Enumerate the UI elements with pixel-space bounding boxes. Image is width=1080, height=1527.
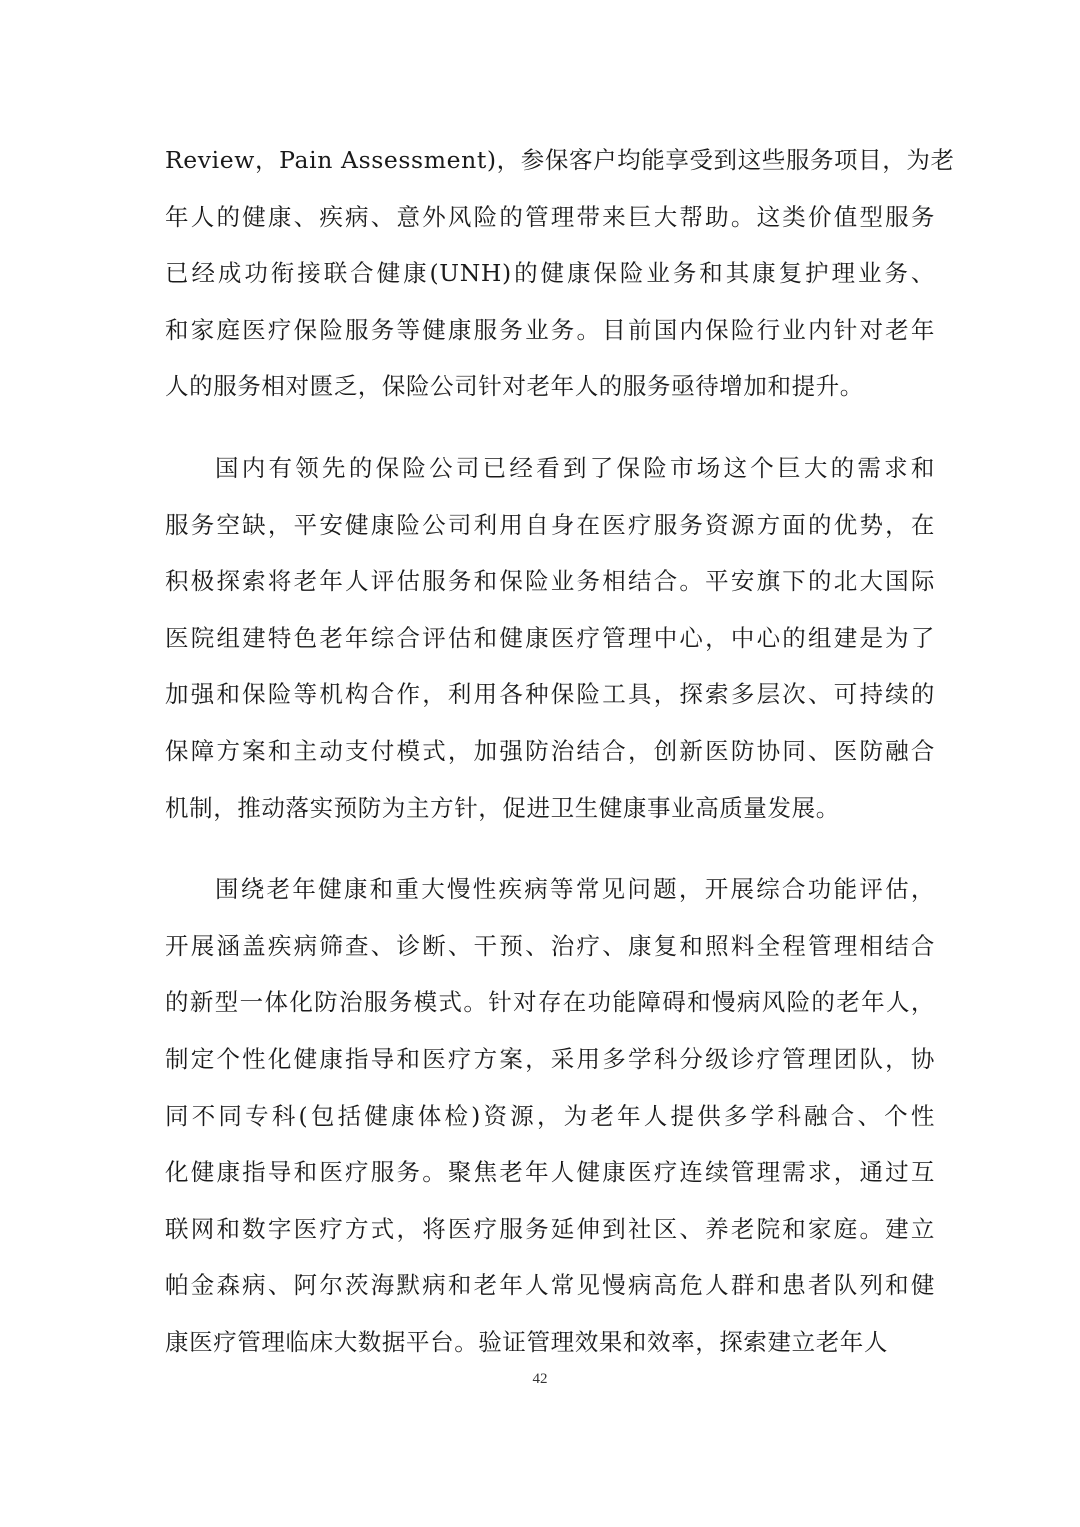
text-line: 年人的健康、疾病、意外风险的管理带来巨大帮助。这类价值型服务 [165,202,935,231]
text-line: 开展涵盖疾病筛查、诊断、干预、治疗、康复和照料全程管理相结合 [165,931,935,960]
text-line: 和家庭医疗保险服务等健康服务业务。目前国内保险行业内针对老年 [165,315,935,344]
paragraph-3 [165,861,935,1370]
body-text [165,132,955,1395]
text-line: 服务空缺，平安健康险公司利用自身在医疗服务资源方面的优势，在 [165,510,935,539]
text-line: 化健康指导和医疗服务。聚焦老年人健康医疗连续管理需求，通过互 [165,1158,935,1187]
text-line: 帕金森病、阿尔茨海默病和老年人常见慢病高危人群和患者队列和健 [165,1271,935,1300]
paragraph-1 [165,132,955,415]
text-line: 机制，推动落实预防为主方针，促进卫生健康事业高质量发展。 [165,793,840,822]
text-line: 加强和保险等机构合作，利用各种保险工具，探索多层次、可持续的 [165,680,935,709]
text-line: 围绕老年健康和重大慢性疾病等常见问题，开展综合功能评估， [215,875,935,904]
page-number: 42 [532,1371,548,1387]
text-line: 康医疗管理临床大数据平台。验证管理效果和效率，探索建立老年人 [165,1327,888,1356]
text-line: 人的服务相对匮乏，保险公司针对老年人的服务亟待增加和提升。 [165,372,864,401]
text-line: 医院组建特色老年综合评估和健康医疗管理中心，中心的组建是为了 [165,623,935,652]
text-line: 制定个性化健康指导和医疗方案，采用多学科分级诊疗管理团队，协 [165,1044,935,1073]
text-line: 的新型一体化防治服务模式。针对存在功能障碍和慢病风险的老年人， [165,988,935,1017]
text-line: 积极探索将老年人评估服务和保险业务相结合。平安旗下的北大国际 [165,567,935,596]
text-line: 联网和数字医疗方式，将医疗服务延伸到社区、养老院和家庭。建立 [165,1214,935,1243]
text-line: 国内有领先的保险公司已经看到了保险市场这个巨大的需求和 [215,453,935,482]
text-line: 保障方案和主动支付模式，加强防治结合，创新医防协同、医防融合 [165,736,935,765]
text-line: 已经成功衔接联合健康(UNH)的健康保险业务和其康复护理业务、 [165,259,935,288]
text-line: Review，Pain Assessment)，参保客户均能享受到这些服务项目，为老 [165,146,955,174]
text-line: 同不同专科(包括健康体检)资源，为老年人提供多学科融合、个性 [165,1101,935,1130]
paragraph-2 [165,440,935,836]
